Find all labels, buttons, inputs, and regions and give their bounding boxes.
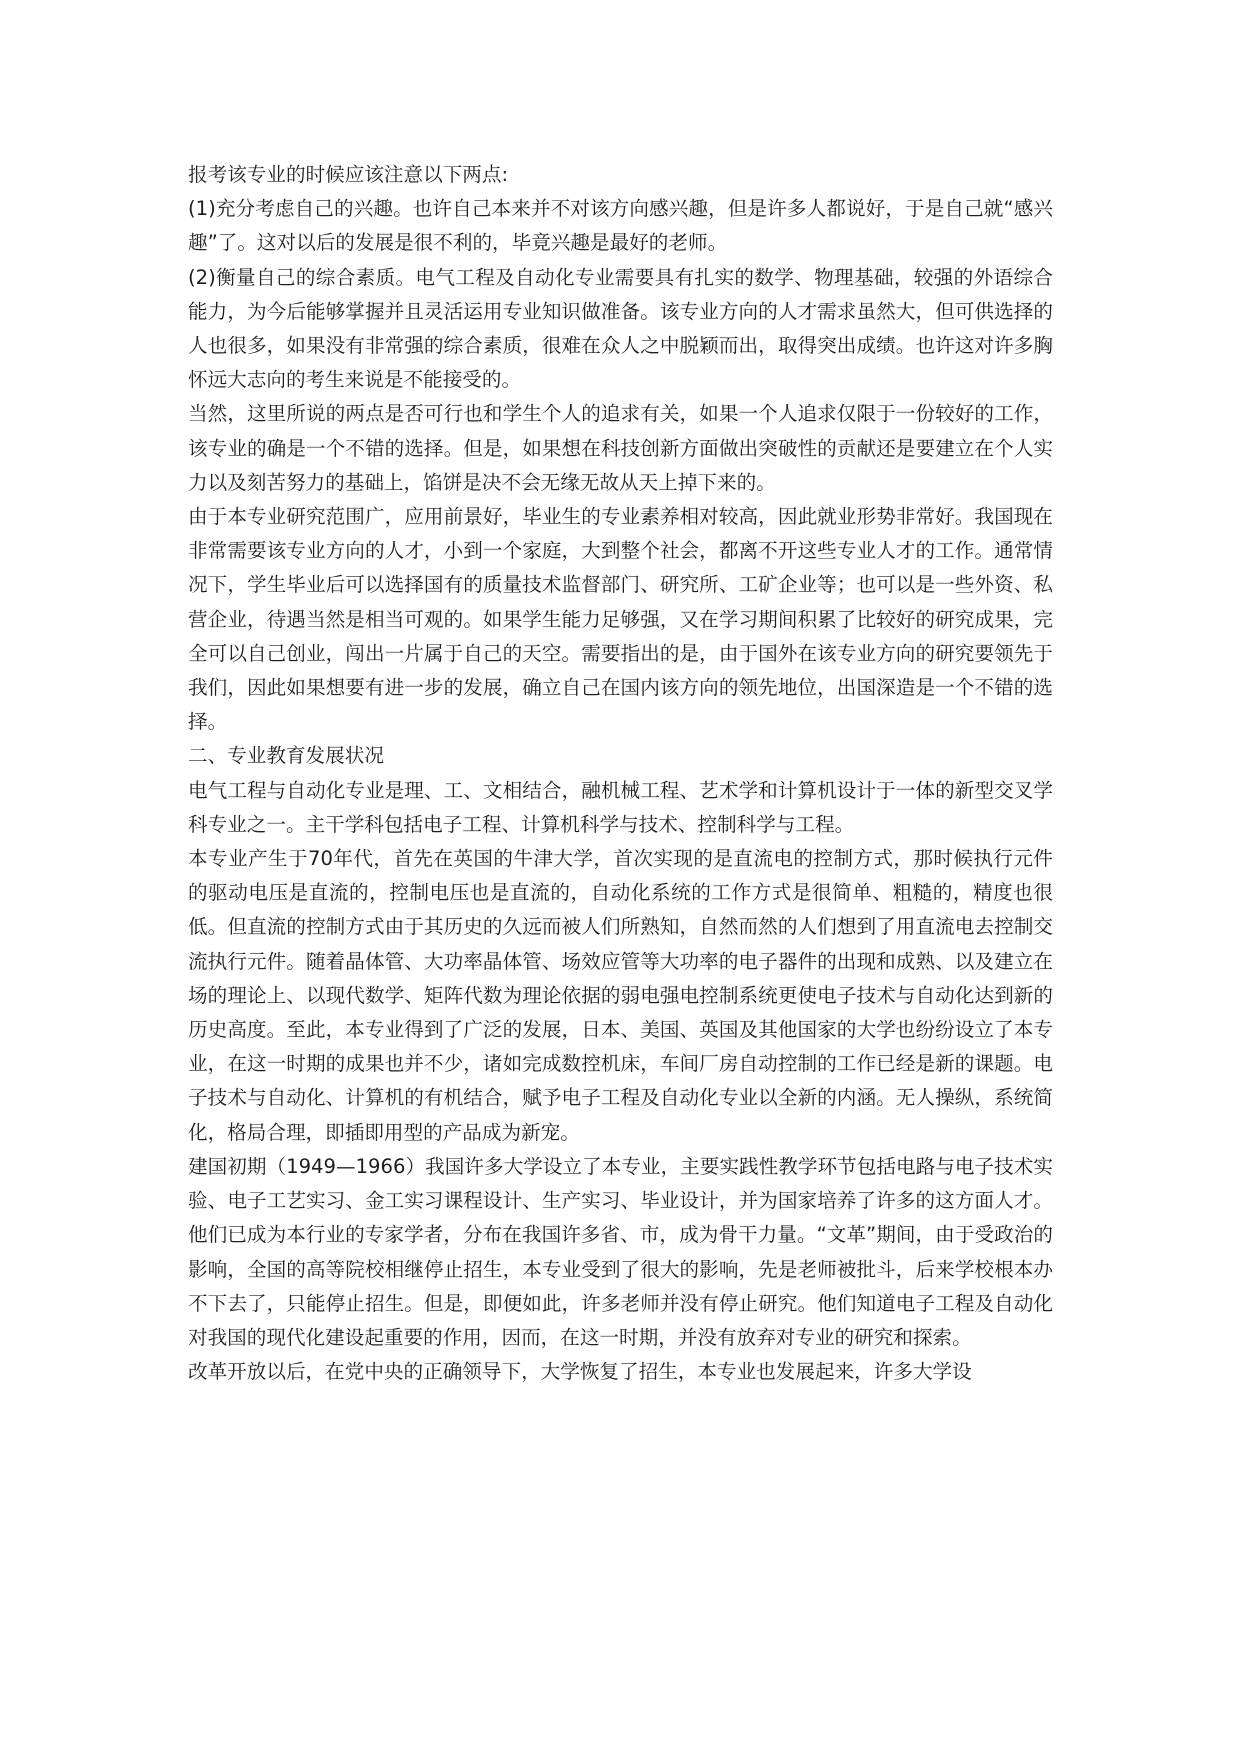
paragraph-point-1: (1)充分考虑自己的兴趣。也许自己本来并不对该方向感兴趣，但是许多人都说好，于是自己就“感兴趣”了。这对以后的发展是很不利的，毕竟兴趣是最好的老师。	[188, 197, 1053, 255]
paragraph-point-2: (2)衡量自己的综合素质。电气工程及自动化专业需要具有扎实的数学、物理基础，较强的外语综合能力，为今后能够掌握并且灵活运用专业知识做准备。该专业方向的人才需求虽然大，但可供选择的人也很多，如果没有非常强的综合素质，很难在众人之中脱颖而出，取得突出成绩。也许这对许多胸怀远大志向的考生来说是不能接受的。	[188, 265, 1053, 392]
paragraph-discipline: 电气工程与自动化专业是理、工、文相结合，融机械工程、艺术学和计算机设计于一体的新型交叉学科专业之一。主干学科包括电子工程、计算机科学与技术、控制科学与工程。	[188, 778, 1053, 836]
document-body	[188, 158, 1053, 1389]
paragraph-china-early: 建国初期（1949—1966）我国许多大学设立了本专业，主要实践性教学环节包括电路与电子技术实验、电子工艺实习、金工实习课程设计、生产实习、毕业设计，并为国家培养了许多的这方面人才。他们已成为本行业的专家学者，分布在我国许多省、市，成为骨干力量。“文革”期间，由于受政治的影响，全国的高等院校相继停止招生，本专业受到了很大的影响，先是老师被批斗，后来学校根本办不下去了，只能停止招生。但是，即便如此，许多老师并没有停止研究。他们知道电子工程及自动化对我国的现代化建设起重要的作用，因而，在这一时期，并没有放弃对专业的研究和探索。	[188, 1154, 1053, 1349]
paragraph-history: 本专业产生于70年代，首先在英国的牛津大学，首次实现的是直流电的控制方式，那时候执行元件的驱动电压是直流的，控制电压也是直流的，自动化系统的工作方式是很简单、粗糙的，精度也很低。但直流的控制方式由于其历史的久远而被人们所熟知，自然而然的人们想到了用直流电去控制交流执行元件。随着晶体管、大功率晶体管、场效应管等大功率的电子器件的出现和成熟、以及建立在场的理论上、以现代数学、矩阵代数为理论依据的弱电强电控制系统更使电子技术与自动化达到新的历史高度。至此，本专业得到了广泛的发展，日本、美国、英国及其他国家的大学也纷纷设立了本专业，在这一时期的成果也并不少，诸如完成数控机床，车间厂房自动控制的工作已经是新的课题。电子技术与自动化、计算机的有机结合，赋予电子工程及自动化专业以全新的内涵。无人操纵，系统简化，格局合理，即插即用型的产品成为新宠。	[188, 847, 1053, 1144]
section-heading: 二、专业教育发展状况	[188, 744, 384, 768]
paragraph-employment: 由于本专业研究范围广，应用前景好，毕业生的专业素养相对较高，因此就业形势非常好。我国现在非常需要该专业方向的人才，小到一个家庭，大到整个社会，都离不开这些专业人才的工作。通常情况下，学生毕业后可以选择国有的质量技术监督部门、研究所、工矿企业等；也可以是一些外资、私营企业，待遇当然是相当可观的。如果学生能力足够强，又在学习期间积累了比较好的研究成果，完全可以自己创业，闯出一片属于自己的天空。需要指出的是，由于国外在该专业方向的研究要领先于我们，因此如果想要有进一步的发展，确立自己在国内该方向的领先地位，出国深造是一个不错的选择。	[188, 505, 1053, 734]
paragraph-reform: 改革开放以后，在党中央的正确领导下，大学恢复了招生，本专业也发展起来，许多大学设	[188, 1360, 972, 1384]
paragraph-career-choice: 当然，这里所说的两点是否可行也和学生个人的追求有关，如果一个人追求仅限于一份较好的工作，该专业的确是一个不错的选择。但是，如果想在科技创新方面做出突破性的贡献还是要建立在个人实力以及刻苦努力的基础上，馅饼是决不会无缘无故从天上掉下来的。	[188, 402, 1053, 494]
paragraph-intro: 报考该专业的时候应该注意以下两点:	[188, 163, 509, 186]
